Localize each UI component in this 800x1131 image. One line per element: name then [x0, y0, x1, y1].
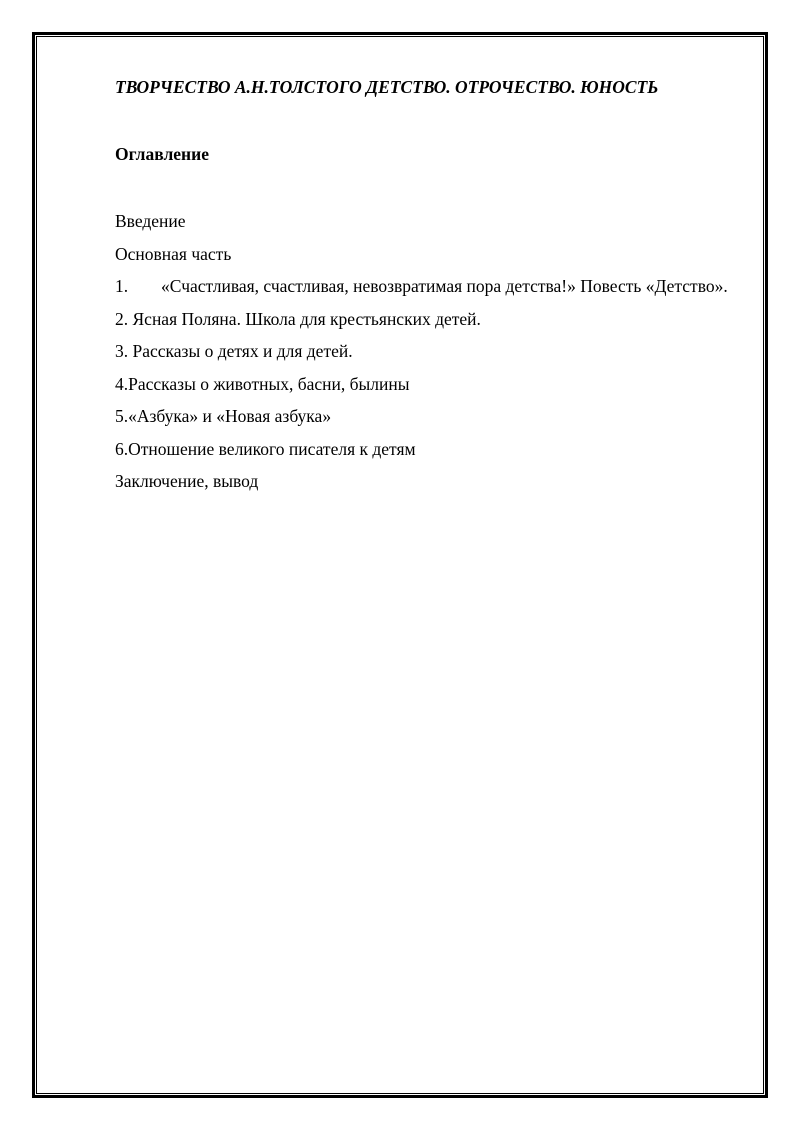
toc-item-text: 4.Рассказы о животных, басни, былины	[115, 373, 410, 394]
toc-item-4	[115, 368, 742, 401]
toc-item-3	[115, 335, 742, 368]
toc-item-text: Заключение, вывод	[115, 471, 259, 491]
toc-heading: Оглавление	[115, 144, 209, 164]
toc-item-text: Основная часть	[115, 243, 232, 264]
toc-item-6	[115, 433, 742, 466]
toc-item-number: 1.	[115, 276, 129, 296]
toc-item-text: 3. Рассказы о детях и для детей.	[115, 341, 353, 361]
toc-item-main-part	[115, 238, 742, 271]
toc-item-introduction	[115, 205, 742, 238]
toc-item-text: 2. Ясная Поляна. Школа для крестьянских детей.	[115, 308, 481, 329]
toc-item-text: 5.«Азбука» и «Новая азбука»	[115, 406, 332, 426]
document-body	[115, 74, 742, 491]
page-border-inner	[36, 36, 764, 1094]
document-title: ТВОРЧЕСТВО А.Н.ТОЛСТОГО ДЕТСТВО. ОТРОЧЕСТВО. ЮНОСТЬ	[115, 77, 659, 97]
toc-item-text: «Счастливая, счастливая, невозвратимая пора детства!» Повесть «Детство».	[161, 276, 728, 296]
toc-item-text: 6.Отношение великого писателя к детям	[115, 438, 416, 459]
toc-item-1	[115, 270, 742, 303]
toc-item-5	[115, 400, 742, 433]
toc-item-2	[115, 303, 742, 336]
toc-item-text: Введение	[115, 211, 186, 231]
table-of-contents	[115, 205, 742, 498]
toc-item-conclusion	[115, 465, 742, 498]
